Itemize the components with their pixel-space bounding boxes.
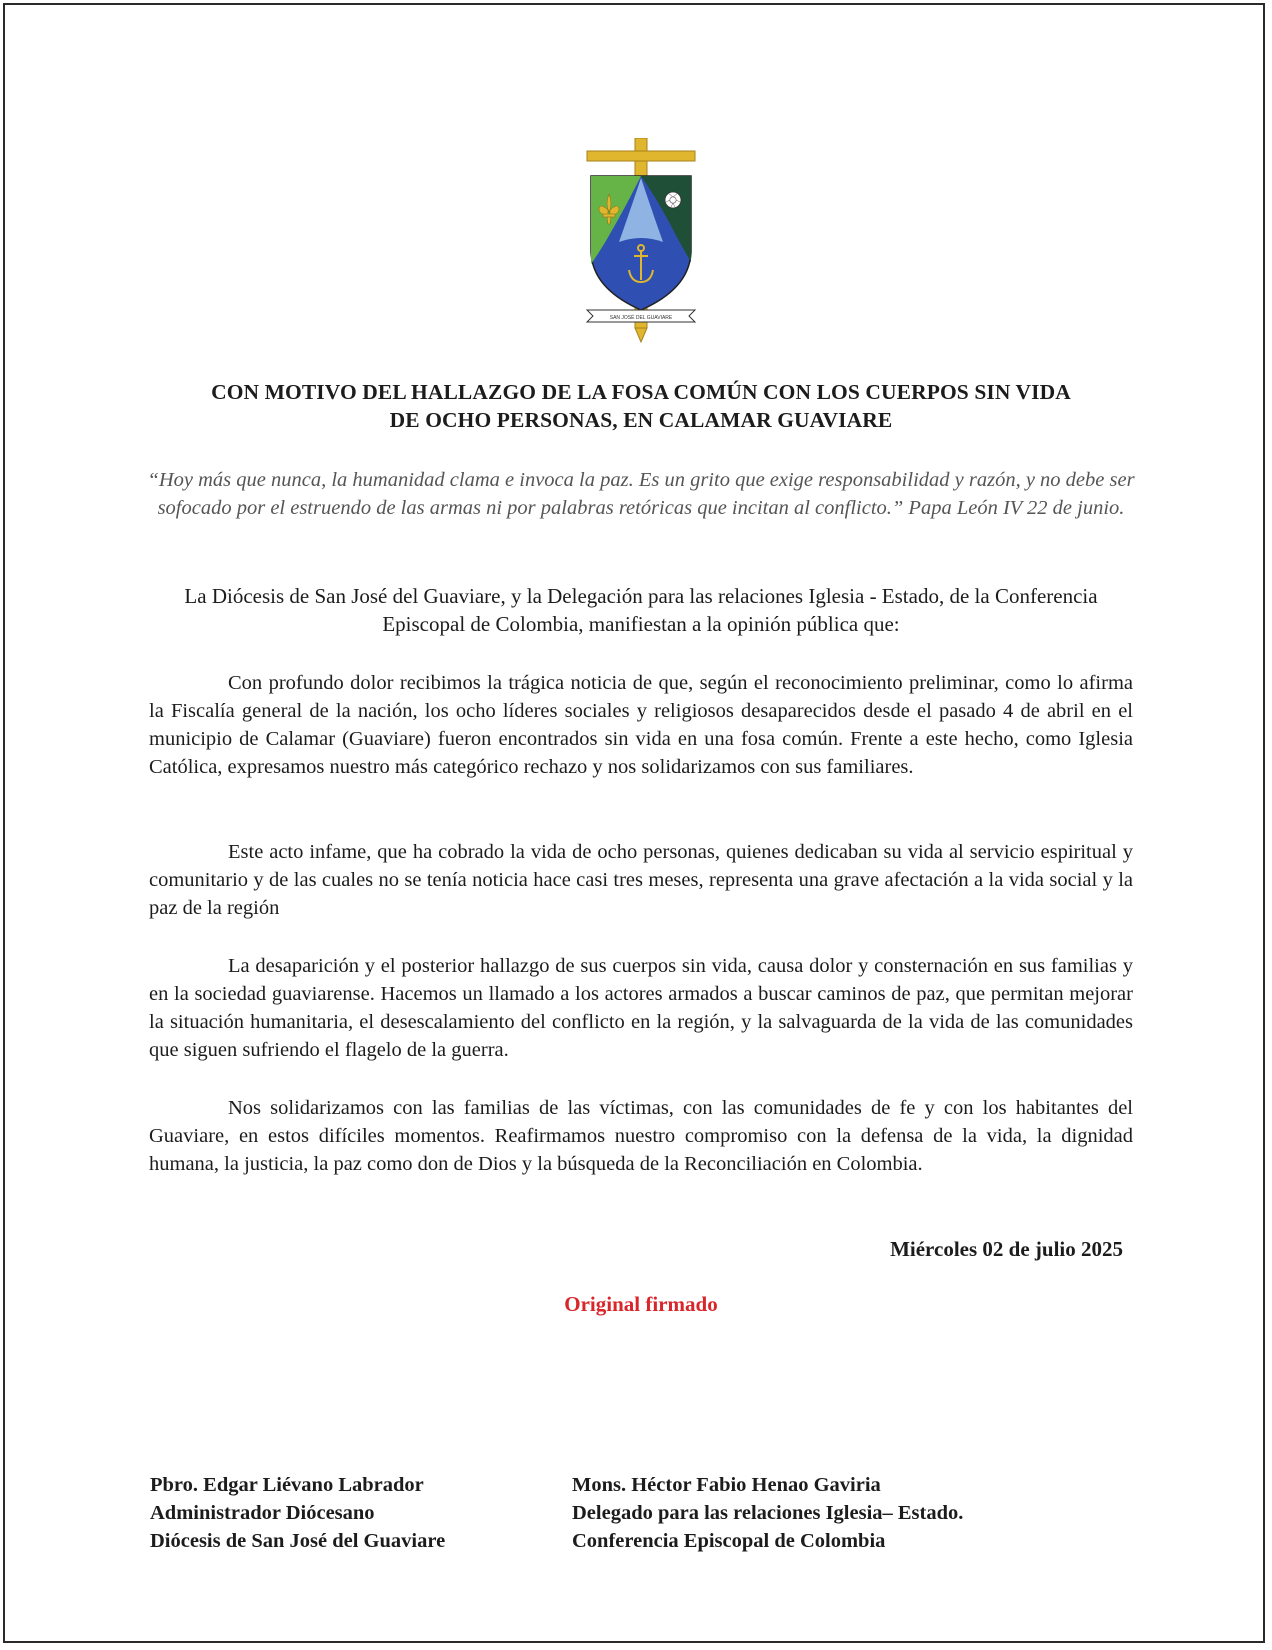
signatory-name: Pbro. Edgar Liévano Labrador: [150, 1474, 424, 1496]
signatory-role: Administrador Diócesano: [150, 1502, 375, 1524]
document-page: [3, 3, 1265, 1643]
crest-motto: SAN JOSÉ DEL GUAVIARE: [609, 315, 673, 321]
papal-quote: “Hoy más que nunca, la humanidad clama e invoca la paz. Es un grito que exige responsabilidad y razón, y no debe ser sofocado por el estruendo de las armas ni por palabras retóricas que incitan al conflicto.” Papa León IV 22 de junio.: [147, 469, 1135, 519]
intro-paragraph: La Diócesis de San José del Guaviare, y la Delegación para las relaciones Iglesia - Estado, de la Conferencia Episcopal de Colombia, manifiestan a la opinión pública que:: [184, 584, 1098, 636]
body-paragraph-4: Nos solidarizamos con las familias de las víctimas, con las comunidades de fe y con los habitantes del Guaviare, en estos difíciles momentos. Reafirmamos nuestro compromiso con la defensa de la vida, la dignidad humana, la justicia, la paz como don de Dios y la búsqueda de la Reconciliación en Colombia.: [149, 1097, 1133, 1175]
white-rose-icon: [665, 192, 681, 208]
diocese-coat-of-arms: [585, 138, 697, 346]
title-line: DE OCHO PERSONAS, EN CALAMAR GUAVIARE: [389, 408, 893, 432]
body-paragraph-3: La desaparición y el posterior hallazgo de sus cuerpos sin vida, causa dolor y consternación en sus familias y en la sociedad guaviarense. Hacemos un llamado a los actores armados a buscar caminos de paz, que permitan mejorar la situación humanitaria, el desescalamiento del conflicto en la región, y la salvaguarda de la vida de las comunidades que siguen sufriendo el flagelo de la guerra.: [149, 955, 1133, 1061]
signed-note: Original firmado: [564, 1292, 718, 1316]
title-line: CON MOTIVO DEL HALLAZGO DE LA FOSA COMÚN CON LOS CUERPOS SIN VIDA: [211, 380, 1071, 404]
signatory-role: Delegado para las relaciones Iglesia– Estado.: [572, 1502, 964, 1524]
signatory-organization: Conferencia Episcopal de Colombia: [572, 1530, 886, 1552]
signatory-left: [150, 1471, 445, 1555]
body-paragraph-2: Este acto infame, que ha cobrado la vida de ocho personas, quienes dedicaban su vida al servicio espiritual y comunitario y de las cuales no se tenía noticia hace casi tres meses, representa una grave afectación a la vida social y la paz de la región: [149, 841, 1133, 919]
cross-foot: [635, 328, 647, 342]
signatory-organization: Diócesis de San José del Guaviare: [150, 1530, 446, 1552]
document-date: Miércoles 02 de julio 2025: [890, 1237, 1123, 1261]
body-paragraph-1: Con profundo dolor recibimos la trágica noticia de que, según el reconocimiento preliminar, como lo afirma la Fiscalía general de la nación, los ocho líderes sociales y religiosos desaparecidos desde el pasado 4 de abril en el municipio de Calamar (Guaviare) fueron encontrados sin vida en una fosa común. Frente a este hecho, como Iglesia Católica, expresamos nuestro más categórico rechazo y nos solidarizamos con sus familiares.: [149, 672, 1133, 778]
cross-horizontal-bar: [587, 151, 695, 161]
document-title: [145, 378, 1137, 434]
signatory-name: Mons. Héctor Fabio Henao Gaviria: [572, 1474, 881, 1496]
signatory-right: [572, 1471, 963, 1555]
